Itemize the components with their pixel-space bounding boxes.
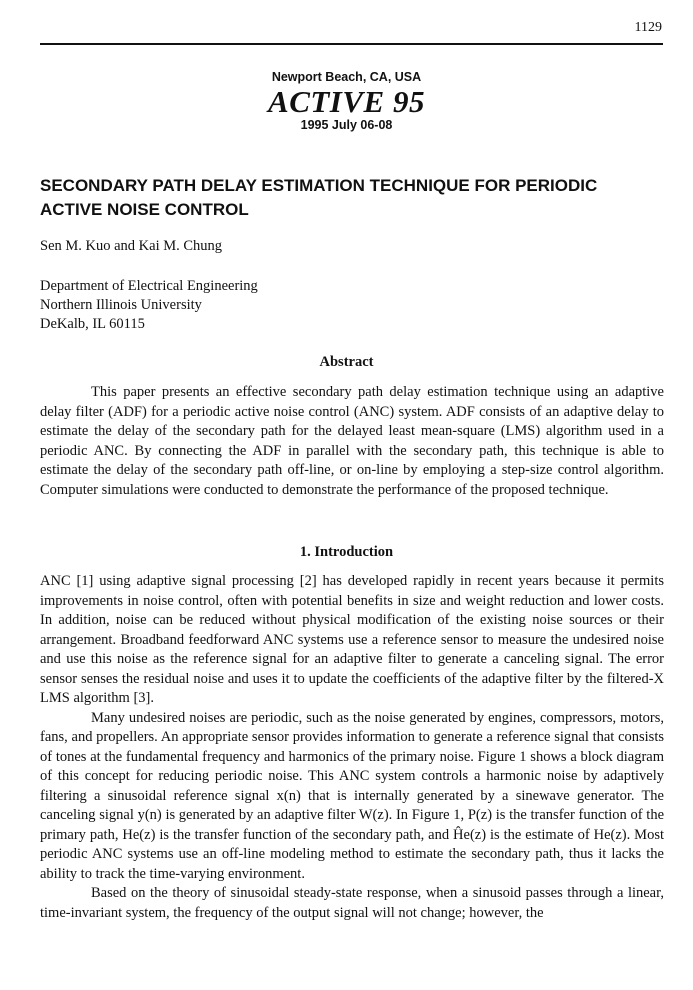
affiliation-city: DeKalb, IL 60115 (40, 316, 145, 332)
affiliation (40, 277, 258, 334)
authors: Sen M. Kuo and Kai M. Chung (40, 238, 223, 254)
conference-dates: 1995 July 06-08 (300, 118, 393, 132)
paragraph: ANC [1] using adaptive signal processing [2] has developed rapidly in recent years because it permits improvements in noise control, often with potential benefits in size and weight reduction and lower costs. In addition, noise can be reduced without physical modification of the existing noise sources or their arrangement. Broadband feedforward ANC systems use a reference sensor to measure the undesired noise and use this noise as the reference signal for an adaptive filter to generate a canceling signal. The error sensor senses the residual noise and uses it to update the coefficients of the adaptive filter by the filtered-X LMS algorithm [3]. (40, 573, 664, 706)
conference-location: Newport Beach, CA, USA (271, 70, 422, 84)
page-number: 1129 (634, 20, 662, 35)
paper-title: SECONDARY PATH DELAY ESTIMATION TECHNIQUE FOR PERIODIC ACTIVE NOISE CONTROL (40, 176, 598, 219)
header-rule (40, 43, 663, 45)
introduction-body (40, 572, 664, 923)
section-heading-introduction: 1. Introduction (299, 544, 394, 560)
affiliation-university: Northern Illinois University (40, 297, 202, 313)
conference-name: ACTIVE 95 (268, 84, 425, 119)
abstract-text: This paper presents an effective secondary path delay estimation technique using an adaptive delay filter (ADF) for a periodic active noise control (ANC) system. ADF consists of an adaptive delay to estimate the delay of the secondary path for the delayed least mean-square (LMS) algorithm used in a periodic ANC. By connecting the ADF in parallel with the secondary path, this technique is able to estimate the delay of the secondary path off-line, or on-line by employing a step-size control algorithm. Computer simulations were conducted to demonstrate the performance of the proposed technique. (40, 384, 664, 498)
conference-header (0, 70, 693, 132)
abstract-heading: Abstract (319, 354, 374, 370)
paragraph: Many undesired noises are periodic, such as the noise generated by engines, compressors, motors, fans, and propellers. An appropriate sensor provides information to generate a reference signal that consists of tones at the fundamental frequency and harmonics of the primary noise. Figure 1 shows a block diagram of this concept for reducing periodic noise. This ANC system controls a harmonic noise by adaptively filtering a sinusoidal reference signal x(n) that is internally generated by a sinewave generator. The canceling signal y(n) is generated by an adaptive filter W(z). In Figure 1, P(z) is the transfer function of the primary path, He(z) is the transfer function of the secondary path, and Ĥe(z) is the estimate of He(z). Most periodic ANC systems use an off-line modeling method to estimate the secondary path, thus it lacks the ability to track the time-varying environment. (40, 709, 664, 882)
paragraph: Based on the theory of sinusoidal steady-state response, when a sinusoid passes through a linear, time-invariant system, the frequency of the output signal will not change; however, the (40, 885, 664, 921)
affiliation-department: Department of Electrical Engineering (40, 278, 258, 294)
